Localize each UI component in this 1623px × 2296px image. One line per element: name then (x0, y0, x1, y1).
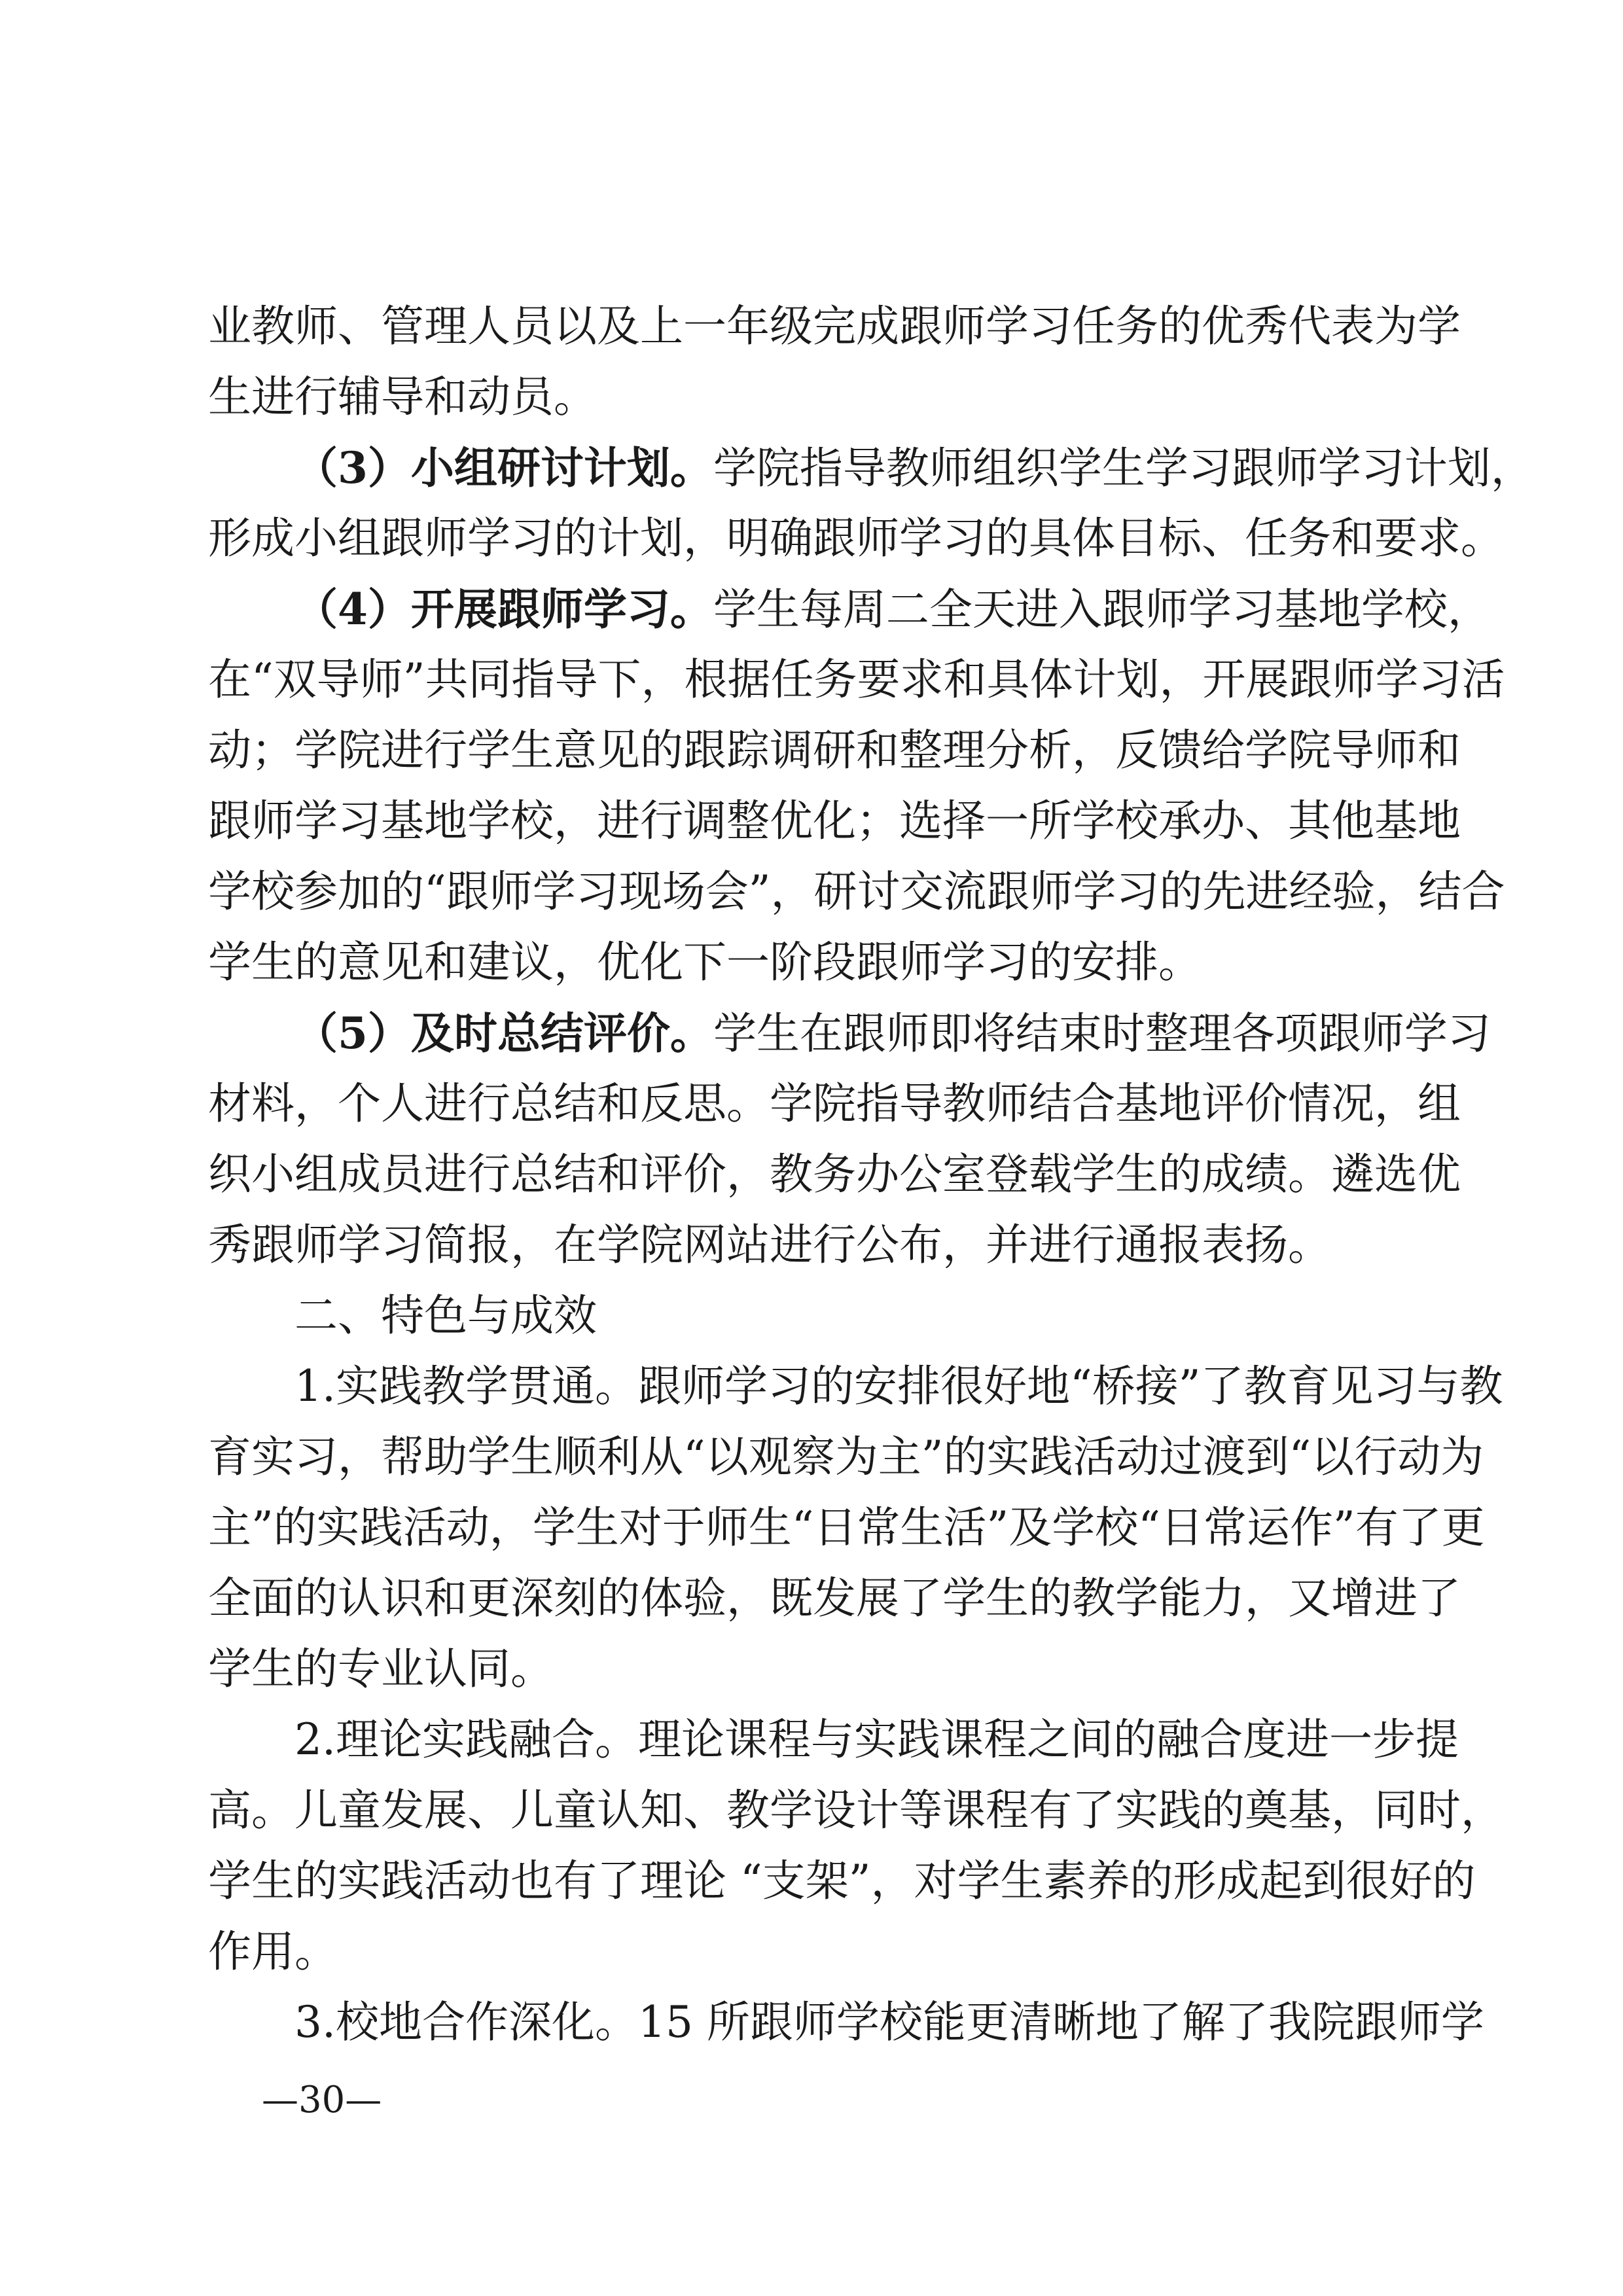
text-line: 业教师、管理人员以及上一年级完成跟师学习任务的优秀代表为学 (208, 301, 1461, 351)
text-line: 在“双导师”共同指导下，根据任务要求和具体计划，开展跟师学习活 (208, 654, 1505, 705)
text-line: 织小组成员进行总结和评价，教务办公室登载学生的成绩。遴选优 (208, 1149, 1461, 1199)
text-run: 学生在跟师即将结束时整理各项跟师学习 (713, 1008, 1491, 1059)
text-line (208, 998, 1491, 1069)
text-line: 育实习，帮助学生顺利从“以观察为主”的实践活动过渡到“以行动为 (208, 1432, 1484, 1482)
text-line: 材料，个人进行总结和反思。学院指导教师结合基地评价情况，组 (208, 1078, 1461, 1129)
text-line: 学生的专业认同。 (208, 1644, 554, 1694)
text-line: 学生的实践活动也有了理论 “支架”，对学生素养的形成起到很好的 (208, 1856, 1476, 1906)
text-run: 学院指导教师组织学生学习跟师学习计划， (713, 443, 1534, 493)
text-line: 形成小组跟师学习的计划，明确跟师学习的具体目标、任务和要求。 (208, 513, 1504, 563)
text-line: 秀跟师学习简报，在学院网站进行公布，并进行通报表扬。 (208, 1220, 1331, 1270)
text-line (208, 433, 1534, 503)
text-run: 学生每周二全天进入跟师学习基地学校， (713, 584, 1491, 635)
section-heading: 二、特色与成效 (294, 1290, 597, 1341)
text-line (208, 574, 1491, 645)
text-line: 2.理论实践融合。理论课程与实践课程之间的融合度进一步提 (294, 1714, 1459, 1765)
text-line: 动；学院进行学生意见的跟踪调研和整理分析，反馈给学院导师和 (208, 725, 1461, 775)
text-line: 主”的实践活动，学生对于师生“日常生活”及学校“日常运作”有了更 (208, 1502, 1485, 1553)
text-line: 生进行辅导和动员。 (208, 372, 597, 422)
text-line: 作用。 (208, 1926, 338, 1977)
text-line: 学生的意见和建议，优化下一阶段跟师学习的安排。 (208, 937, 1202, 987)
text-line: 跟师学习基地学校，进行调整优化；选择一所学校承办、其他基地 (208, 796, 1461, 846)
text-line: 1.实践教学贯通。跟师学习的安排很好地“桥接”了教育见习与教 (294, 1361, 1503, 1411)
text-line: 3.校地合作深化。15 所跟师学校能更清晰地了解了我院跟师学 (294, 1997, 1484, 2047)
body-text (208, 291, 1534, 2058)
text-line: 学校参加的“跟师学习现场会”，研讨交流跟师学习的先进经验，结合 (208, 866, 1505, 917)
step-heading: （5）及时总结评价。 (294, 1008, 713, 1059)
text-line: 全面的认识和更深刻的体验，既发展了学生的教学能力，又增进了 (208, 1573, 1461, 1623)
page-number: —30— (262, 2079, 382, 2121)
step-heading: （3）小组研讨计划。 (294, 442, 713, 493)
step-heading: （4）开展跟师学习。 (294, 584, 713, 635)
text-line: 高。儿童发展、儿童认知、教学设计等课程有了实践的奠基，同时， (208, 1785, 1504, 1835)
